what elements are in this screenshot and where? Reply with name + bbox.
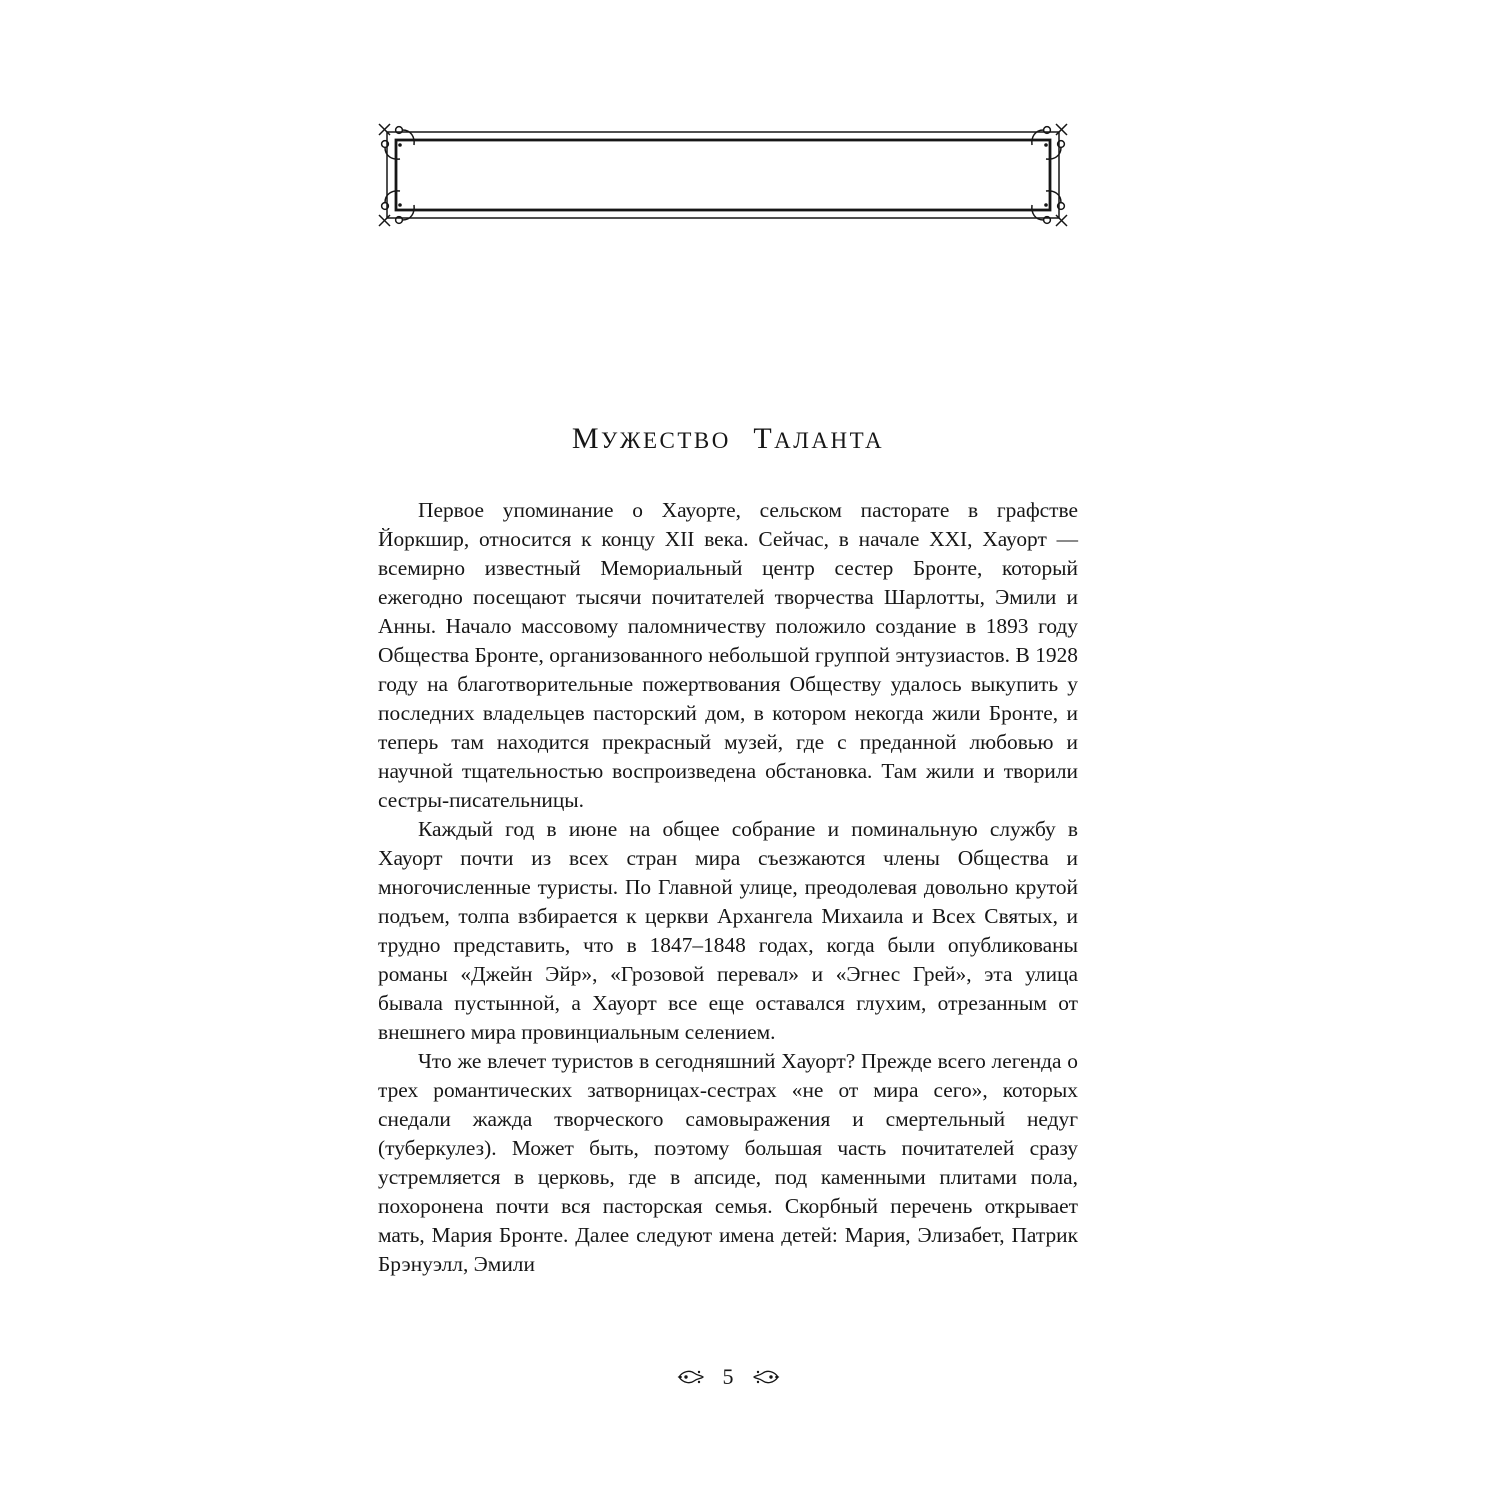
title-word-1 xyxy=(572,419,731,455)
title-word1-rest: УЖЕСТВО xyxy=(601,428,731,453)
body-text-column xyxy=(378,496,1078,1279)
chapter-title xyxy=(378,419,1078,456)
paragraph-2: Каждый год в июне на общее собрание и поминальную службу в Хауорт почти из всех стран мира съезжаются члены Общества и многочисленные туристы. По Главной улице, преодолевая довольно крутой подъем, толпа взбирается к церкви Архангела Михаила и Всех Святых, и трудно представить, что в 1847–1848 годах, когда были опубликованы романы «Джейн Эйр», «Грозовой перевал» и «Эгнес Грей», эта улица бывала пустынной, а Хауорт все еще оставался глухим, отрезанным от внешнего мира провинциальным селением. xyxy=(378,817,1078,1044)
paragraph-1: Первое упоминание о Хауорте, сельском пасторате в графстве Йоркшир, относится к концу XII века. Сейчас, в начале XXI, Хауорт — всемирно известный Мемориальный центр сестер Бронте, который ежегодно посещают тысячи почитателей творчества Шарлотты, Эмили и Анны. Начало массовому паломничеству положило создание в 1893 году Общества Бронте, организованного небольшой группой энтузиастов. В 1928 году на благотворительные пожертвования Обществу удалось выкупить у последних владельцев пасторский дом, в котором некогда жили Бронте, и теперь там находится прекрасный музей, где с преданной любовью и научной тщательностью воспроизведена обстановка. Там жили и творили сестры-писательницы. xyxy=(378,498,1078,812)
paragraph-3: Что же влечет туристов в сегодняшний Хауорт? Прежде всего легенда о трех романтических затворницах-сестрах «не от мира сего», которых снедали жажда творческого самовыражения и смертельный недуг (туберкулез). Может быть, поэтому большая часть почитателей сразу устремляется в церковь, где в апсиде, под каменными плитами пола, похоронена почти вся пасторская семья. Скорбный перечень открывает мать, Мария Бронте. Далее следуют имена детей: Мария, Элизабет, Патрик Брэнуэлл, Эмили xyxy=(378,1049,1078,1276)
ornamental-header-frame xyxy=(373,120,1073,230)
page-footer xyxy=(378,1366,1078,1388)
page-number: 5 xyxy=(722,1364,734,1389)
title-word2-lead: Т xyxy=(753,422,775,455)
title-word2-rest: АЛАНТА xyxy=(774,428,885,453)
title-word-2 xyxy=(753,419,884,455)
double-rule-frame-icon xyxy=(373,120,1073,230)
fleuron-left-icon xyxy=(677,1368,705,1386)
fleuron-right-icon xyxy=(752,1368,780,1386)
title-word1-lead: М xyxy=(571,422,602,455)
